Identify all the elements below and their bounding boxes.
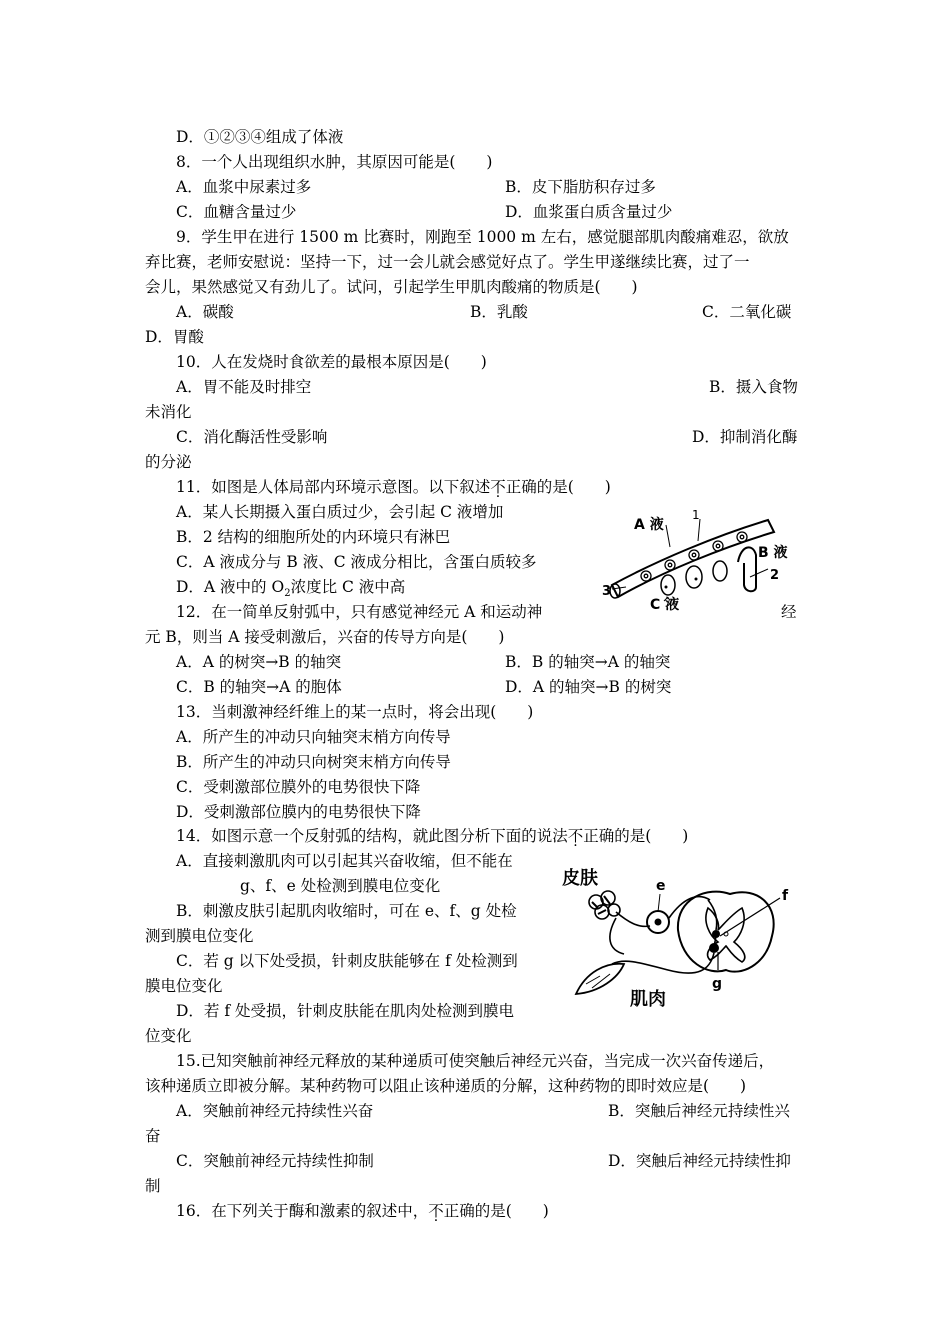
q15-stem-line2: 该种递质立即被分解。某种药物可以阻止该种递质的分解，这种药物的即时效应是( ) — [145, 1077, 747, 1095]
q14-option-c-line2: 膜电位变化 — [145, 977, 223, 995]
q15-option-a: A．突触前神经元持续性兴奋 — [176, 1102, 374, 1120]
q9-stem-line1: 9．学生甲在进行 1500 m 比赛时，刚跑至 1000 m 左右，感觉腿部肌肉酸痛难忍，欲放 — [176, 228, 789, 246]
q10-option-d-cont: 的分泌 — [145, 453, 192, 471]
q8-option-c: C．血糖含量过少 — [176, 203, 297, 221]
q9-option-d: D．胃酸 — [145, 328, 204, 346]
label-skin: 皮肤 — [562, 868, 598, 889]
label-1: 1 — [692, 508, 700, 522]
q13-option-a: A．所产生的冲动只向轴突末梢方向传导 — [176, 728, 451, 746]
q15-option-b-cont: 奋 — [145, 1127, 161, 1145]
q9-option-a: A．碳酸 — [176, 303, 234, 321]
q13-option-d: D．受刺激部位膜内的电势很快下降 — [176, 803, 421, 821]
q14-option-d-line2: 位变化 — [145, 1027, 192, 1045]
label-a-fluid: A 液 — [634, 517, 664, 533]
q15-option-d: D．突触后神经元持续性抑 — [608, 1152, 791, 1170]
label-g: g — [712, 976, 723, 992]
q10-option-c: C．消化酶活性受影响 — [176, 428, 328, 446]
q8-stem: 8．一个人出现组织水肿，其原因可能是( ) — [176, 153, 493, 171]
q9-stem-line2: 弃比赛，老师安慰说：坚持一下，过一会儿就会感觉好点了。学生甲遂继续比赛，过了一 — [145, 253, 750, 271]
q11-stem: 11．如图是人体局部内环境示意图。以下叙述不正确的是( ) — [176, 478, 611, 496]
q11-option-a: A．某人长期摄入蛋白质过少，会引起 C 液增加 — [176, 503, 504, 521]
q12-stem-line2: 元 B，则当 A 接受刺激后，兴奋的传导方向是( ) — [145, 628, 505, 646]
q9-option-b: B．乳酸 — [470, 303, 528, 321]
q8-option-a: A．血浆中尿素过多 — [176, 178, 312, 196]
q14-stem: 14．如图示意一个反射弧的结构，就此图分析下面的说法不正确的是( ) — [176, 827, 689, 845]
q12-option-d: D．A 的轴突→B 的树突 — [505, 678, 672, 696]
emphasis-not: 不 — [428, 1202, 444, 1220]
q13-option-b: B．所产生的冲动只向树突末梢方向传导 — [176, 753, 451, 771]
q13-option-c: C．受刺激部位膜外的电势很快下降 — [176, 778, 421, 796]
q13-stem: 13．当刺激神经纤维上的某一点时，将会出现( ) — [176, 703, 534, 721]
q10-option-d: D．抑制消化酶 — [692, 428, 798, 446]
q8-option-d: D．血浆蛋白质含量过少 — [505, 203, 673, 221]
q14-option-b-line1: B．刺激皮肤引起肌肉收缩时，可在 e、f、g 处检 — [176, 902, 517, 920]
internal-environment-diagram — [598, 505, 798, 617]
label-3: 3 — [602, 584, 612, 599]
q7-option-d: D．①②③④组成了体液 — [176, 128, 344, 146]
q15-option-d-cont: 制 — [145, 1177, 161, 1195]
q12-option-b: B．B 的轴突→A 的轴突 — [505, 653, 671, 671]
q14-option-b-line2: 测到膜电位变化 — [145, 927, 254, 945]
reflex-arc-diagram — [558, 858, 803, 1018]
q11-option-d: D．A 液中的 $O_2$浓度比 C 液中高 — [176, 578, 406, 600]
q12-option-a: A．A 的树突→B 的轴突 — [176, 653, 342, 671]
q14-option-a-line1: A．直接刺激肌肉可以引起其兴奋收缩，但不能在 — [176, 852, 513, 870]
label-f: f — [782, 888, 789, 904]
q8-option-b: B．皮下脂肪积存过多 — [505, 178, 656, 196]
q14-option-d-line1: D．若 f 处受损，针刺皮肤能在肌肉处检测到膜电 — [176, 1002, 515, 1020]
q9-stem-line3: 会儿，果然感觉又有劲儿了。试问，引起学生甲肌肉酸痛的物质是( ) — [145, 278, 638, 296]
label-2: 2 — [770, 568, 780, 583]
q11-option-c: C．A 液成分与 B 液、C 液成分相比，含蛋白质较多 — [176, 553, 537, 571]
emphasis-not: 不 — [567, 827, 584, 845]
q15-option-b: B．突触后神经元持续性兴 — [608, 1102, 790, 1120]
q10-option-b-cont: 未消化 — [145, 403, 192, 421]
label-muscle: 肌肉 — [630, 989, 666, 1010]
label-c-fluid: C 液 — [650, 597, 680, 613]
q12-stem-line1: 12．在一简单反射弧中，只有感觉神经元 A 和运动神 — [176, 603, 543, 621]
label-b-fluid: B 液 — [758, 545, 788, 561]
emphasis-not: 不 — [490, 478, 506, 496]
q14-option-c-line1: C．若 g 以下处受损，针刺皮肤能够在 f 处检测到 — [176, 952, 518, 970]
q10-option-a: A．胃不能及时排空 — [176, 378, 312, 396]
label-e: e — [656, 878, 666, 894]
q14-option-a-line2: g、f、e 处检测到膜电位变化 — [240, 877, 441, 895]
q10-stem: 10．人在发烧时食欲差的最根本原因是( ) — [176, 353, 487, 371]
q16-stem: 16．在下列关于酶和激素的叙述中，不正确的是( ) — [176, 1202, 549, 1220]
q15-option-c: C．突触前神经元持续性抑制 — [176, 1152, 374, 1170]
q15-stem-line1: 15.已知突触前神经元释放的某种递质可使突触后神经元兴奋，当完成一次兴奋传递后， — [176, 1052, 775, 1070]
q9-option-c: C．二氧化碳 — [702, 303, 792, 321]
q11-option-b: B．2 结构的细胞所处的内环境只有淋巴 — [176, 528, 451, 546]
q12-stem-line1-end: 经 — [781, 603, 797, 621]
q12-option-c: C．B 的轴突→A 的胞体 — [176, 678, 342, 696]
q10-option-b: B．摄入食物 — [709, 378, 798, 396]
